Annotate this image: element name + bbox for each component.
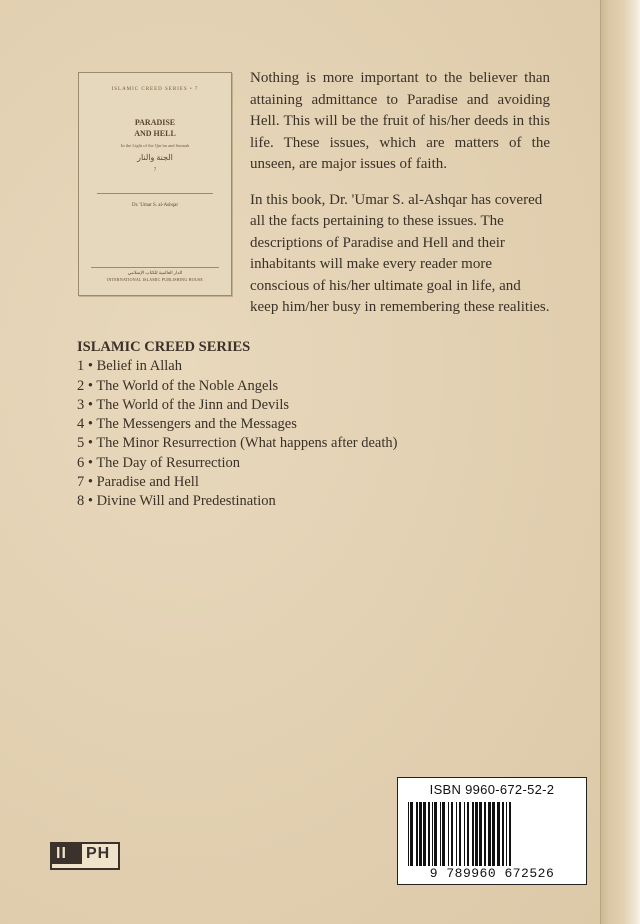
thumbnail-divider xyxy=(97,193,213,194)
ean-number: 9 789960 672526 xyxy=(429,866,555,881)
logo-text-part2: PH xyxy=(86,845,111,862)
series-item: 7 • Paradise and Hell xyxy=(77,474,199,491)
series-item: 6 • The Day of Resurrection xyxy=(77,454,241,471)
thumbnail-publisher-band xyxy=(91,267,219,286)
book-cover-thumbnail xyxy=(78,72,232,296)
thumbnail-title-line1: PARADISE xyxy=(134,118,176,127)
thumbnail-number: 7 xyxy=(153,168,157,173)
publisher-logo xyxy=(50,842,120,870)
thumbnail-publisher-arabic: الدار العالمية للكتاب الإسلامي xyxy=(127,270,183,275)
series-item: 2 • The World of the Noble Angels xyxy=(77,377,279,394)
description-paragraph-2: In this book, Dr. 'Umar S. al-Ashqar has covered all the facts pertaining to these issues. The descriptions of Paradise and Hell and their inhabitants will make every reader more conscious of his/her ultimate goal in life, and keep him/her busy in remembering these realities. xyxy=(250,191,550,315)
series-list-block xyxy=(77,338,497,512)
thumbnail-publisher-english: INTERNATIONAL ISLAMIC PUBLISHING HOUSE xyxy=(106,277,203,282)
logo-text-part1: II xyxy=(56,845,67,862)
thumbnail-author: Dr. 'Umar S. al-Ashqar xyxy=(131,203,179,208)
book-spine-edge xyxy=(600,0,640,924)
description-paragraph-1: Nothing is more important to the believer than attaining admittance to Paradise and avoiding Hell. This will be the fruit of his/her deeds in this life. These issues, which are matters of the unseen, are major issues of faith. xyxy=(250,70,550,172)
isbn-text: ISBN 9960-672-52-2 xyxy=(429,782,555,797)
thumbnail-subtitle: In the Light of the Qur'an and Sunnah xyxy=(120,143,190,148)
series-item: 5 • The Minor Resurrection (What happens after death) xyxy=(77,435,398,452)
barcode-label xyxy=(397,777,587,885)
series-list xyxy=(77,357,497,511)
thumbnail-arabic-title: الجنة والنار xyxy=(137,153,173,162)
series-heading: ISLAMIC CREED SERIES xyxy=(77,339,251,355)
thumbnail-series: ISLAMIC CREED SERIES • 7 xyxy=(111,87,199,92)
series-item: 4 • The Messengers and the Messages xyxy=(77,416,297,433)
barcode-icon xyxy=(406,802,578,866)
series-item: 3 • The World of the Jinn and Devils xyxy=(77,396,289,413)
book-description xyxy=(250,68,550,319)
thumbnail-title-line2: AND HELL xyxy=(134,129,176,138)
series-item: 8 • Divine Will and Predestination xyxy=(77,493,276,510)
series-item: 1 • Belief in Allah xyxy=(77,358,182,375)
